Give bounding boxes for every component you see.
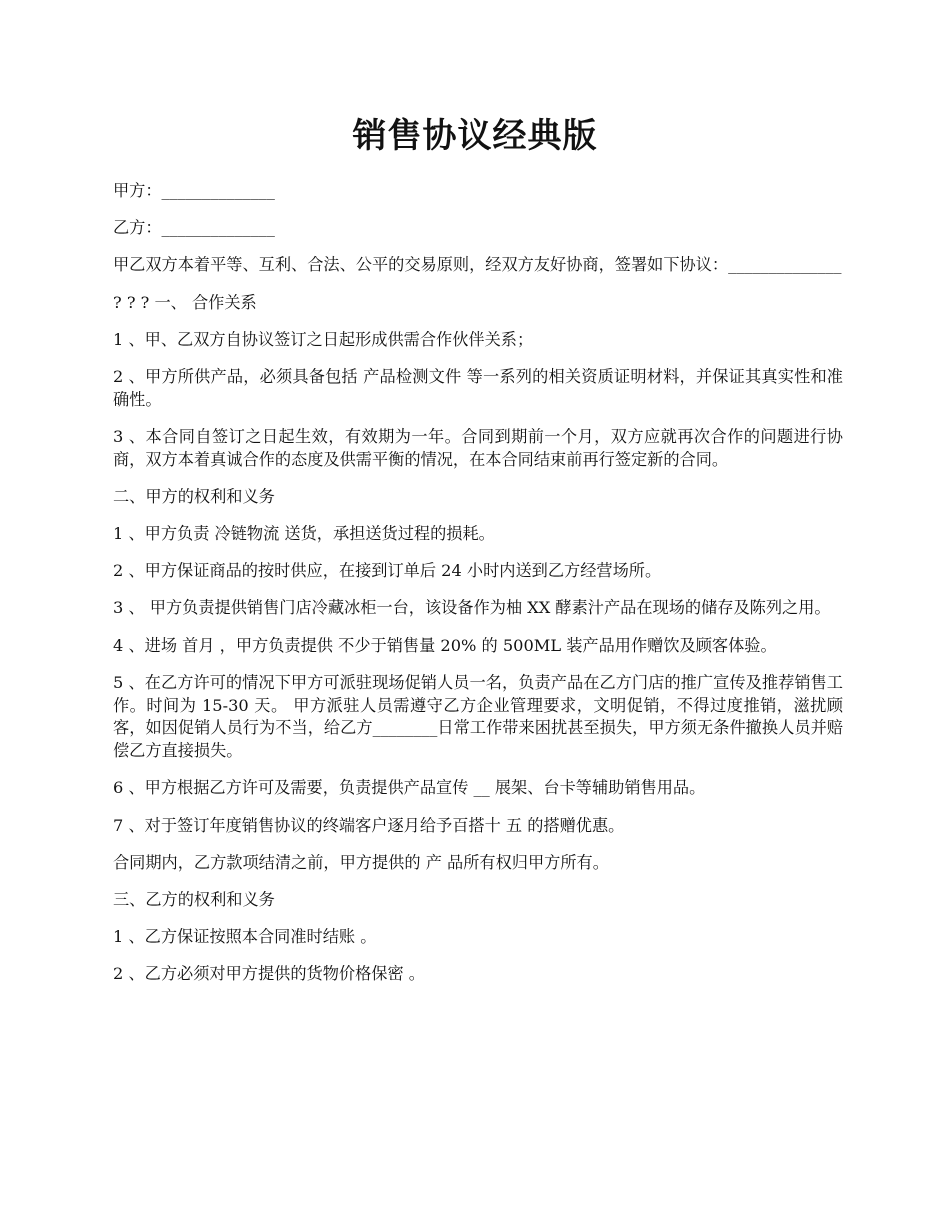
clause-2-4: 4 、进场 首月 ，甲方负责提供 不少于销售量 20% 的 500ML 装产品用作赠饮及顾客体验。 — [113, 635, 777, 655]
document-title: 销售协议经典版 — [352, 116, 598, 156]
clause-2-7: 7 、对于签订年度销售协议的终端客户逐月给予百搭十 五 的搭赠优惠。 — [113, 815, 625, 835]
clause-1-2: 2 、甲方所供产品，必须具备包括 产品检测文件 等一系列的相关资质证明材料，并保证其真实性和准确性。 — [113, 366, 843, 409]
party-b-line: 乙方：______________ — [113, 218, 275, 238]
party-a-line: 甲方：______________ — [113, 181, 275, 200]
ownership-paragraph: 合同期内，乙方款项结清之前，甲方提供的 产 品所有权归甲方所有。 — [113, 852, 609, 872]
clause-2-1: 1 、甲方负责 冷链物流 送货，承担送货过程的损耗。 — [113, 524, 495, 544]
clause-2-3: 3 、 甲方负责提供销售门店冷藏冰柜一台，该设备作为柚 XX 酵素汁产品在现场的储存及陈列之用。 — [113, 598, 831, 618]
section-heading-cooperation: ? ? ? 一、 合作关系 — [113, 292, 257, 312]
document-body — [113, 180, 843, 1001]
clause-1-1: 1 、甲、乙双方自协议签订之日起形成供需合作伙伴关系； — [113, 329, 534, 349]
clause-2-2: 2 、甲方保证商品的按时供应，在接到订单后 24 小时内送到乙方经营场所。 — [113, 561, 662, 581]
clause-3-1: 1 、乙方保证按照本合同准时结账 。 — [113, 927, 377, 947]
clause-1-3: 3 、本合同自签订之日起生效，有效期为一年。合同到期前一个月，双方应就再次合作的问题进行协商，双方本着真诚合作的态度及供需平衡的情况，在本合同结束前再行签定新的合同。 — [113, 426, 843, 469]
clause-3-2: 2 、乙方必须对甲方提供的货物价格保密 。 — [113, 964, 425, 984]
clause-2-6: 6 、甲方根据乙方许可及需要，负责提供产品宣传 __ 展架、台卡等辅助销售用品。 — [113, 778, 706, 798]
preamble-paragraph: 甲乙双方本着平等、互利、合法、公平的交易原则，经双方友好协商，签署如下协议：______________ — [113, 255, 842, 275]
clause-2-5: 5 、在乙方许可的情况下甲方可派驻现场促销人员一名，负责产品在乙方门店的推广宣传及推荐销售工作。时间为 15-30 天。 甲方派驻人员需遵守乙方企业管理要求，文明促销，不得过度推销，滋扰顾客，如因促销人员行为不当，给乙方________日常工作带来困扰甚至损失，甲方须无条件撤换人员并赔偿乙方直接损失。 — [113, 672, 843, 761]
section-heading-party-a: 二、甲方的权利和义务 — [113, 486, 275, 506]
section-heading-party-b: 三、乙方的权利和义务 — [113, 889, 275, 909]
